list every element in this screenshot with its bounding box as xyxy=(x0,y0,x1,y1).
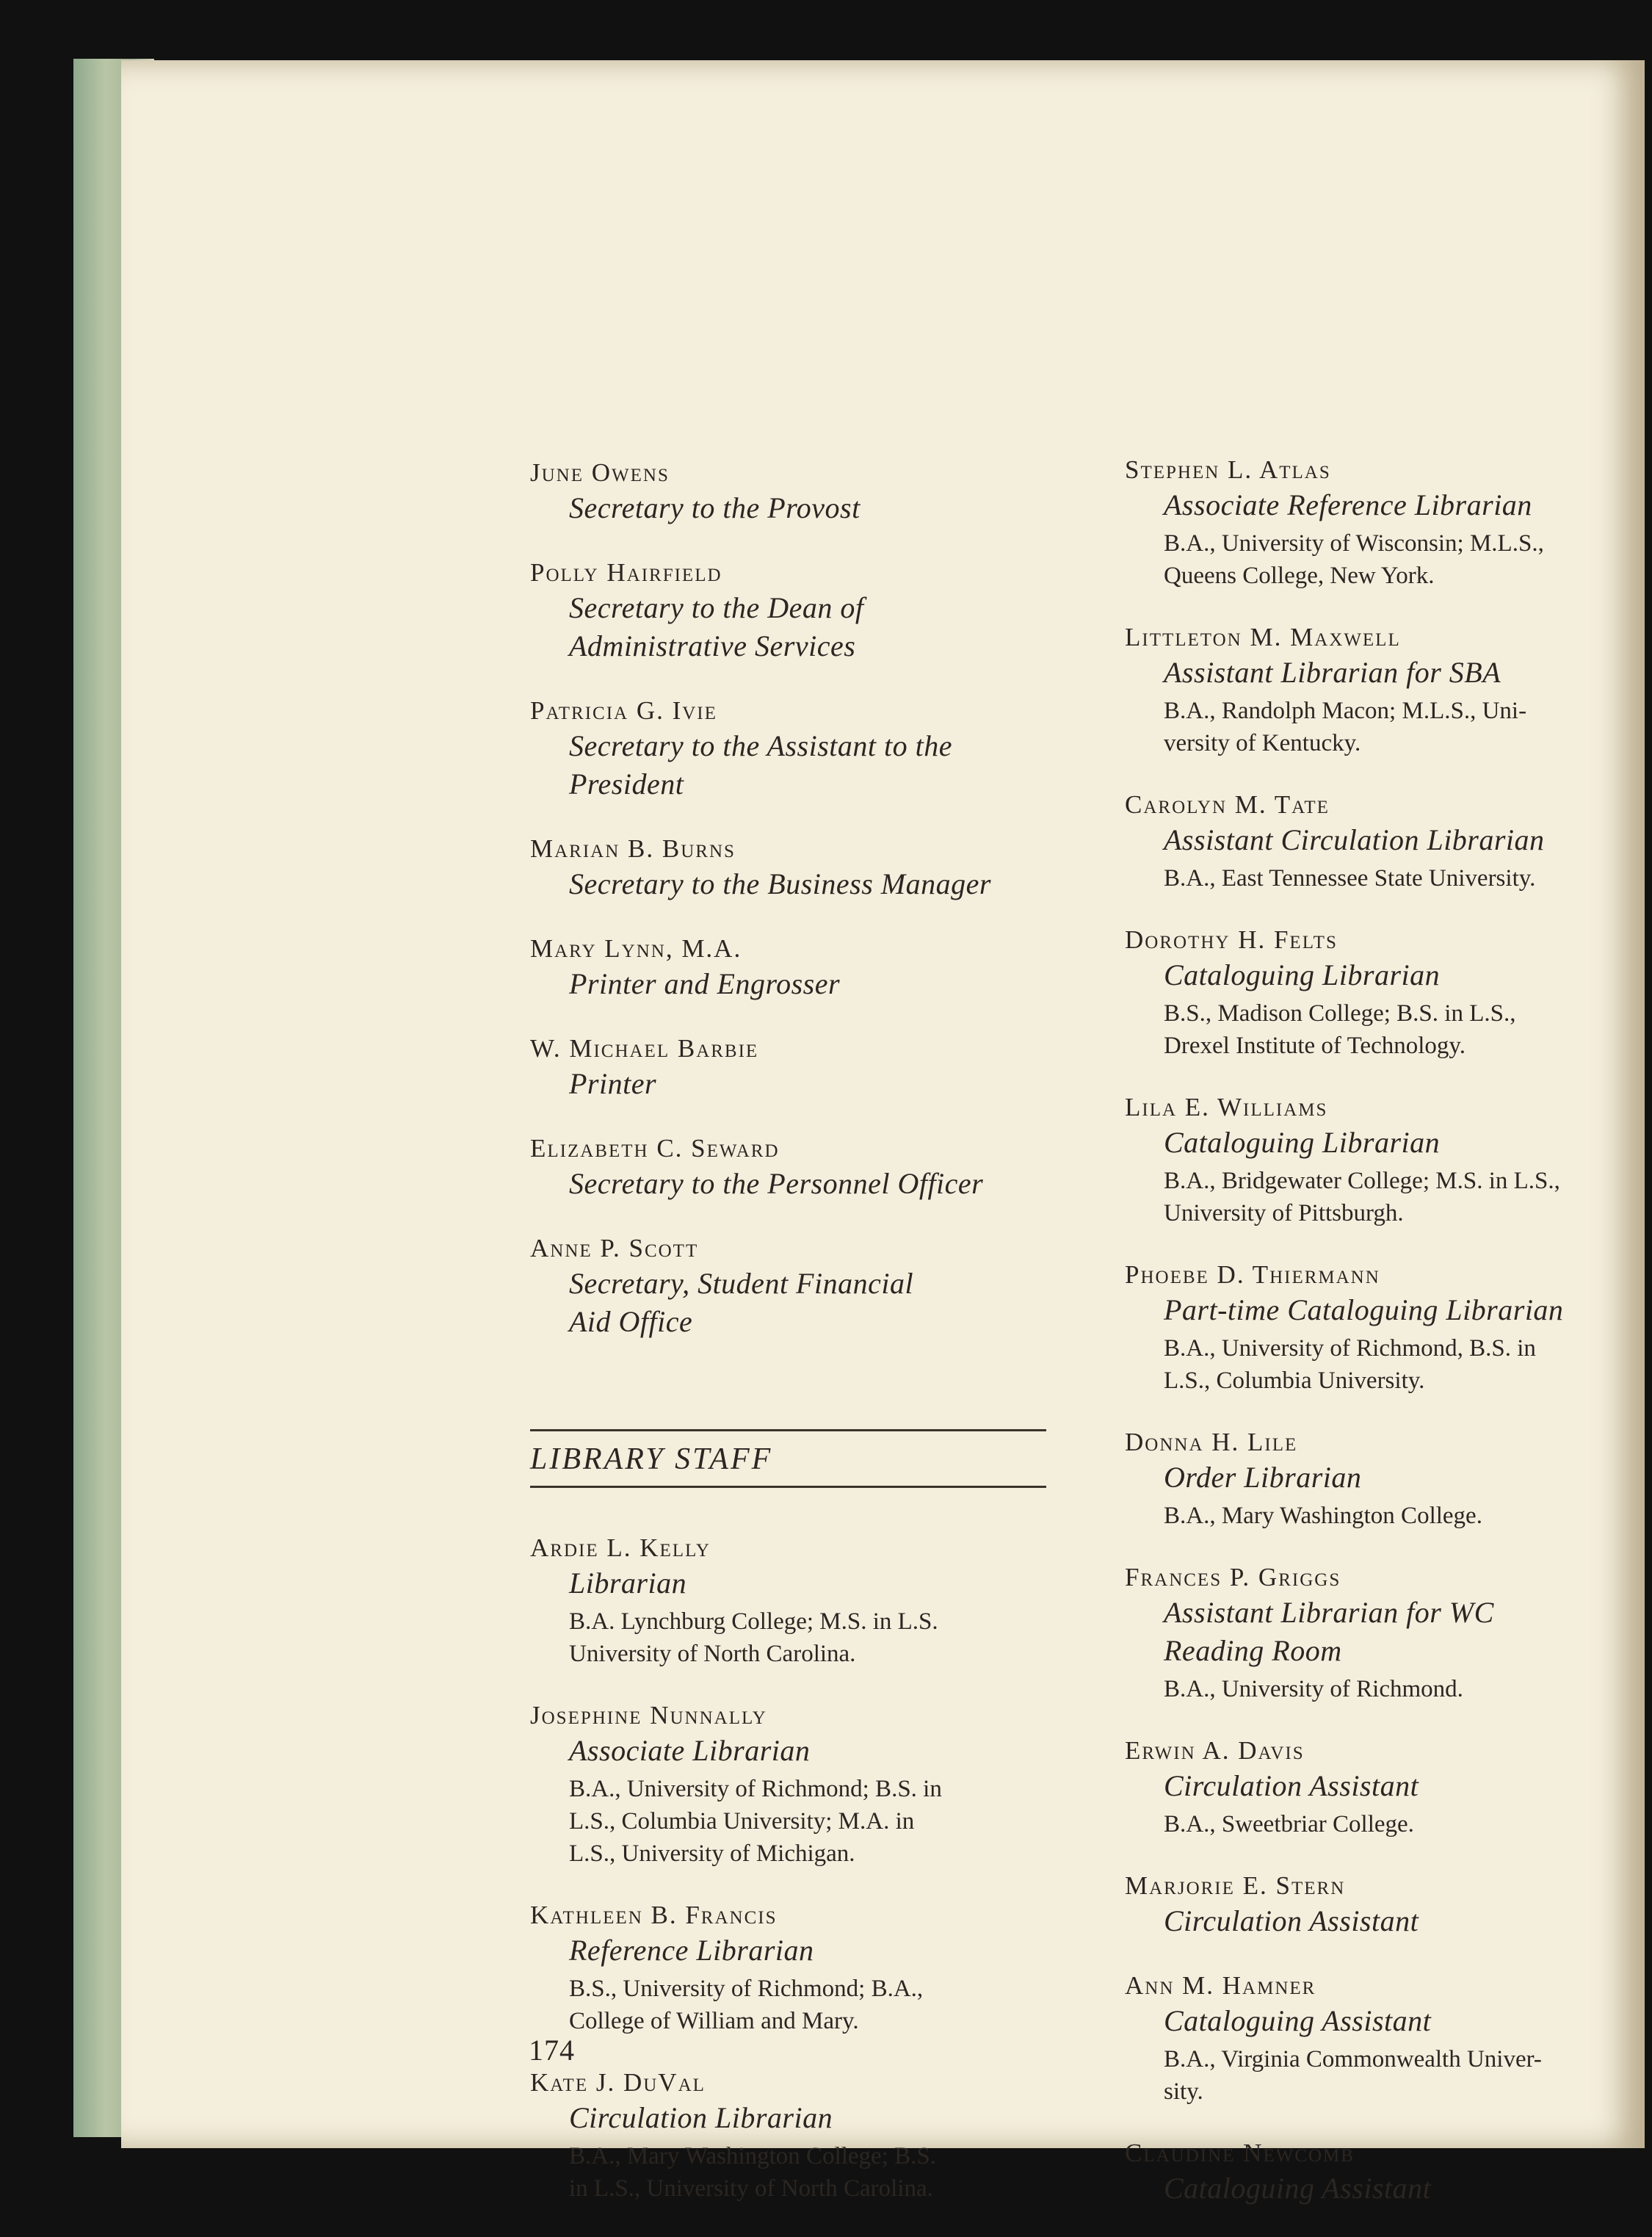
staff-name: Marjorie E. Stern xyxy=(1125,1871,1346,1900)
library-staff-list xyxy=(530,1532,1059,2205)
staff-entry xyxy=(530,1232,1059,1341)
staff-title-line: Cataloguing Assistant xyxy=(1164,2004,1432,2037)
staff-title-line: Circulation Assistant xyxy=(1164,1904,1419,1937)
staff-title xyxy=(1125,1902,1652,1940)
staff-title-line: Secretary to the Personnel Officer xyxy=(569,1167,984,1200)
staff-credentials-line: L.S., Columbia University; M.A. in xyxy=(569,1808,915,1835)
staff-credentials xyxy=(530,2140,1059,2205)
staff-title xyxy=(1125,654,1652,692)
staff-name: Kate J. DuVal xyxy=(530,2068,706,2097)
staff-title-line: Cataloguing Librarian xyxy=(1164,1126,1441,1159)
staff-title xyxy=(1125,486,1652,524)
staff-name: Josephine Nunnally xyxy=(530,1701,767,1730)
staff-entry xyxy=(1125,1426,1652,1532)
staff-entry xyxy=(1125,2137,1652,2208)
staff-credentials-line: B.A., University of Richmond; B.S. in xyxy=(569,1776,942,1802)
staff-title xyxy=(1125,2169,1652,2208)
staff-entry xyxy=(1125,924,1652,1062)
staff-title xyxy=(530,965,1059,1003)
staff-title xyxy=(530,1265,1059,1341)
staff-credentials-line: B.A., University of Wisconsin; M.L.S., xyxy=(1164,530,1544,557)
staff-credentials xyxy=(530,1773,1059,1870)
staff-title-line: Part-time Cataloguing Librarian xyxy=(1164,1293,1564,1326)
staff-credentials xyxy=(530,1973,1059,2037)
right-staff-list xyxy=(1125,454,1652,2208)
staff-entry xyxy=(1125,621,1652,759)
staff-credentials xyxy=(1125,1500,1652,1532)
staff-credentials xyxy=(1125,997,1652,1062)
staff-entry xyxy=(530,695,1059,803)
staff-credentials-line: L.S., University of Michigan. xyxy=(569,1840,855,1867)
staff-title-line: President xyxy=(569,767,684,801)
staff-entry xyxy=(1125,789,1652,895)
staff-credentials-line: in L.S., University of North Carolina. xyxy=(569,2175,933,2202)
staff-name: Patricia G. Ivie xyxy=(530,696,717,725)
staff-name: Lila E. Williams xyxy=(1125,1093,1328,1121)
staff-credentials-line: B.A., Virginia Commonwealth Univer- xyxy=(1164,2046,1542,2072)
staff-credentials xyxy=(1125,527,1652,592)
staff-name: Frances P. Griggs xyxy=(1125,1563,1341,1591)
staff-title-line: Associate Reference Librarian xyxy=(1164,488,1532,521)
staff-credentials xyxy=(1125,695,1652,759)
staff-entry xyxy=(1125,1091,1652,1229)
staff-entry xyxy=(530,1699,1059,1870)
staff-name: June Owens xyxy=(530,458,670,487)
staff-title xyxy=(1125,1124,1652,1162)
staff-title-line: Assistant Librarian for WC xyxy=(1164,1596,1494,1629)
staff-title-line: Associate Librarian xyxy=(569,1734,811,1767)
staff-credentials xyxy=(1125,1165,1652,1229)
staff-name: Ardie L. Kelly xyxy=(530,1533,711,1562)
staff-credentials-line: B.A., Mary Washington College; B.S. xyxy=(569,2143,936,2169)
staff-entry xyxy=(1125,1870,1652,1940)
staff-credentials-line: L.S., Columbia University. xyxy=(1164,1367,1425,1394)
staff-entry xyxy=(1125,1259,1652,1397)
staff-name: Elizabeth C. Seward xyxy=(530,1134,780,1163)
staff-name: Marian B. Burns xyxy=(530,834,736,863)
staff-credentials-line: B.A., Mary Washington College. xyxy=(1164,1503,1482,1529)
staff-entry xyxy=(530,2067,1059,2205)
staff-title-line: Order Librarian xyxy=(1164,1461,1362,1494)
staff-entry xyxy=(530,1532,1059,1670)
staff-entry xyxy=(530,933,1059,1003)
staff-entry xyxy=(1125,454,1652,592)
staff-credentials-line: B.S., Madison College; B.S. in L.S., xyxy=(1164,1000,1516,1027)
staff-name: Polly Hairfield xyxy=(530,558,722,587)
staff-credentials xyxy=(1125,1332,1652,1397)
staff-title-line: Secretary to the Dean of xyxy=(569,591,864,624)
staff-credentials xyxy=(530,1605,1059,1670)
staff-entry xyxy=(530,1899,1059,2037)
section-title: LIBRARY STAFF xyxy=(530,1442,773,1476)
staff-title xyxy=(530,589,1059,665)
staff-name: Anne P. Scott xyxy=(530,1234,699,1262)
staff-entry xyxy=(530,1132,1059,1203)
staff-title-line: Secretary to the Provost xyxy=(569,491,861,524)
staff-title xyxy=(1125,2002,1652,2040)
staff-title xyxy=(1125,1767,1652,1805)
staff-title-line: Secretary, Student Financial xyxy=(569,1267,914,1300)
book-page xyxy=(121,60,1645,2205)
staff-credentials-line: B.A. Lynchburg College; M.S. in L.S. xyxy=(569,1608,938,1635)
staff-title xyxy=(1125,821,1652,859)
staff-entry xyxy=(1125,1735,1652,1840)
staff-credentials-line: B.A., University of Richmond. xyxy=(1164,1676,1463,1702)
staff-name: Claudine Newcomb xyxy=(1125,2139,1355,2167)
heading-rule-bottom xyxy=(530,1486,1046,1488)
staff-credentials xyxy=(1125,1808,1652,1840)
page-number: 174 xyxy=(529,2034,575,2067)
staff-name: W. Michael Barbie xyxy=(530,1034,759,1063)
staff-title-line: Printer and Engrosser xyxy=(569,967,841,1000)
staff-title-line: Cataloguing Librarian xyxy=(1164,958,1441,991)
staff-entry xyxy=(530,457,1059,527)
staff-title xyxy=(530,1564,1059,1602)
staff-title xyxy=(1125,956,1652,994)
staff-title xyxy=(530,2099,1059,2137)
staff-title-line: Librarian xyxy=(569,1566,687,1600)
staff-credentials-line: College of William and Mary. xyxy=(569,2008,859,2034)
staff-title xyxy=(1125,1459,1652,1497)
staff-title-line: Secretary to the Assistant to the xyxy=(569,729,952,762)
staff-title xyxy=(530,1931,1059,1970)
staff-credentials xyxy=(1125,1673,1652,1705)
left-staff-list xyxy=(530,457,1059,1341)
staff-name: Donna H. Lile xyxy=(1125,1428,1298,1456)
staff-title-line: Administrative Services xyxy=(569,629,856,662)
staff-credentials-line: Queens College, New York. xyxy=(1164,563,1435,589)
staff-title-line: Reference Librarian xyxy=(569,1934,814,1967)
staff-title xyxy=(1125,1594,1652,1670)
staff-entry xyxy=(530,1033,1059,1103)
staff-entry xyxy=(530,557,1059,665)
staff-credentials-line: B.S., University of Richmond; B.A., xyxy=(569,1976,924,2002)
staff-entry xyxy=(1125,1970,1652,2108)
staff-credentials-line: Drexel Institute of Technology. xyxy=(1164,1033,1466,1059)
staff-entry xyxy=(530,833,1059,903)
staff-title-line: Cataloguing Assistant xyxy=(1164,2172,1432,2205)
staff-credentials-line: B.A., East Tennessee State University. xyxy=(1164,865,1536,892)
staff-title-line: Circulation Assistant xyxy=(1164,1769,1419,1802)
staff-name: Ann M. Hamner xyxy=(1125,1971,1316,2000)
staff-name: Mary Lynn, M.A. xyxy=(530,934,742,963)
staff-title-line: Assistant Circulation Librarian xyxy=(1164,823,1545,856)
staff-name: Stephen L. Atlas xyxy=(1125,455,1331,484)
staff-name: Carolyn M. Tate xyxy=(1125,790,1330,819)
staff-title-line: Aid Office xyxy=(569,1305,693,1338)
staff-title xyxy=(530,1732,1059,1770)
staff-credentials-line: University of North Carolina. xyxy=(569,1641,856,1667)
staff-title xyxy=(530,727,1059,803)
staff-title xyxy=(530,865,1059,903)
staff-title-line: Printer xyxy=(569,1067,657,1100)
staff-title-line: Reading Room xyxy=(1164,1634,1342,1667)
staff-title-line: Assistant Librarian for SBA xyxy=(1164,656,1501,689)
staff-credentials-line: sity. xyxy=(1164,2078,1203,2105)
staff-name: Erwin A. Davis xyxy=(1125,1736,1305,1765)
staff-credentials-line: University of Pittsburgh. xyxy=(1164,1200,1404,1226)
staff-credentials-line: versity of Kentucky. xyxy=(1164,730,1361,756)
staff-title-line: Secretary to the Business Manager xyxy=(569,867,991,900)
staff-name: Dorothy H. Felts xyxy=(1125,925,1338,954)
staff-credentials xyxy=(1125,2043,1652,2108)
staff-credentials-line: B.A., Sweetbriar College. xyxy=(1164,1811,1414,1837)
staff-credentials xyxy=(1125,862,1652,895)
staff-credentials-line: B.A., University of Richmond, B.S. in xyxy=(1164,1335,1536,1362)
right-column xyxy=(1125,454,1652,2237)
staff-name: Kathleen B. Francis xyxy=(530,1901,778,1929)
staff-name: Phoebe D. Thiermann xyxy=(1125,1260,1380,1289)
left-column xyxy=(530,457,1059,2234)
staff-title xyxy=(530,1065,1059,1103)
staff-title xyxy=(530,1165,1059,1203)
library-staff-heading xyxy=(530,1429,1046,1488)
staff-title-line: Circulation Librarian xyxy=(569,2101,833,2134)
staff-title xyxy=(530,489,1059,527)
staff-credentials-line: B.A., Bridgewater College; M.S. in L.S., xyxy=(1164,1168,1560,1194)
staff-entry xyxy=(1125,1561,1652,1705)
staff-title xyxy=(1125,1291,1652,1329)
staff-credentials-line: B.A., Randolph Macon; M.L.S., Uni- xyxy=(1164,698,1527,724)
staff-name: Littleton M. Maxwell xyxy=(1125,623,1401,651)
